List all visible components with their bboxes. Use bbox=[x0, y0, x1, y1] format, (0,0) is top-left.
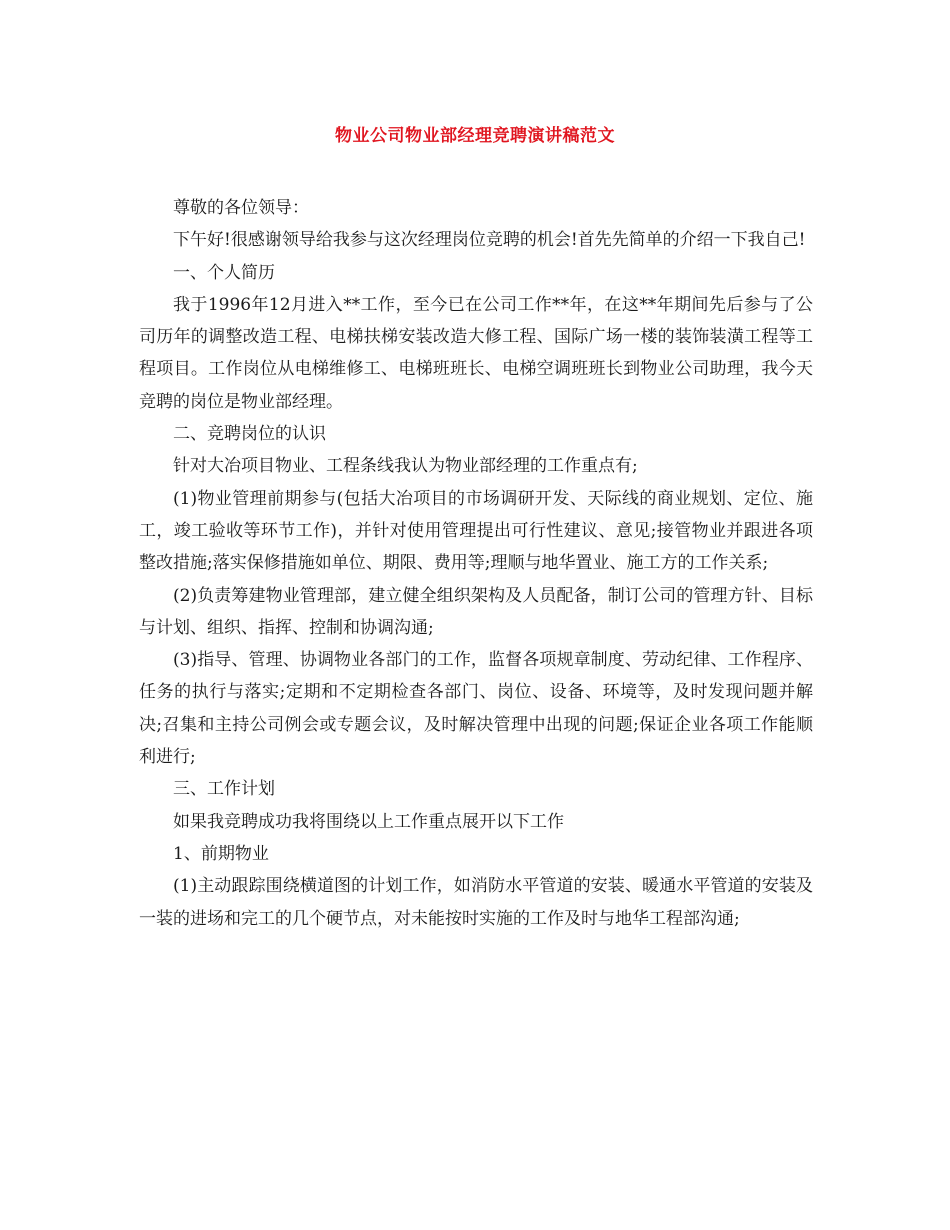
paragraph-resume: 我于1996年12月进入**工作，至今已在公司工作**年，在这**年期间先后参与了公司历年的调整改造工程、电梯扶梯安装改造大修工程、国际广场一楼的装饰装潢工程等工程项目。工作岗位从电梯维修工、电梯班班长、电梯空调班班长到物业公司助理，我今天竞聘的岗位是物业部经理。 bbox=[139, 294, 813, 412]
paragraph-focus-intro: 针对大冶项目物业、工程条线我认为物业部经理的工作重点有; bbox=[173, 456, 638, 477]
section-heading-understanding: 二、竞聘岗位的认识 bbox=[173, 424, 326, 445]
document-title: 物业公司物业部经理竞聘演讲稿范文 bbox=[335, 126, 615, 146]
paragraph-salutation: 尊敬的各位领导： bbox=[173, 198, 309, 218]
paragraph-focus-3: (3)指导、管理、协调物业各部门的工作，监督各项规章制度、劳动纪律、工作程序、任务的执行与落实;定期和不定期检查各部门、岗位、设备、环境等，及时发现问题并解决;召集和主持公司例会或专题会议，及时解决管理中出现的问题;保证企业各项工作能顺利进行; bbox=[139, 650, 813, 768]
document-body bbox=[139, 192, 813, 935]
subheading-early-property: 1、前期物业 bbox=[173, 843, 269, 864]
section-heading-resume: 一、个人简历 bbox=[173, 262, 275, 283]
paragraph-plan-intro: 如果我竞聘成功我将围绕以上工作重点展开以下工作 bbox=[173, 811, 564, 832]
paragraph-plan-1: (1)主动跟踪围绕横道图的计划工作，如消防水平管道的安装、暖通水平管道的安装及一装的进场和完工的几个硬节点，对未能按时实施的工作及时与地华工程部沟通; bbox=[139, 876, 813, 929]
paragraph-focus-1: (1)物业管理前期参与(包括大冶项目的市场调研开发、天际线的商业规划、定位、施工，竣工验收等环节工作)，并针对使用管理提出可行性建议、意见;接管物业并跟进各项整改措施;落实保修措施如单位、期限、费用等;理顺与地华置业、施工方的工作关系; bbox=[139, 488, 813, 574]
paragraph-focus-2: (2)负责筹建物业管理部，建立健全组织架构及人员配备，制订公司的管理方针、目标与计划、组织、指挥、控制和协调沟通; bbox=[139, 585, 813, 638]
paragraph-greeting: 下午好!很感谢领导给我参与这次经理岗位竞聘的机会!首先先简单的介绍一下我自己! bbox=[173, 230, 806, 251]
section-heading-plan: 三、工作计划 bbox=[173, 779, 275, 800]
